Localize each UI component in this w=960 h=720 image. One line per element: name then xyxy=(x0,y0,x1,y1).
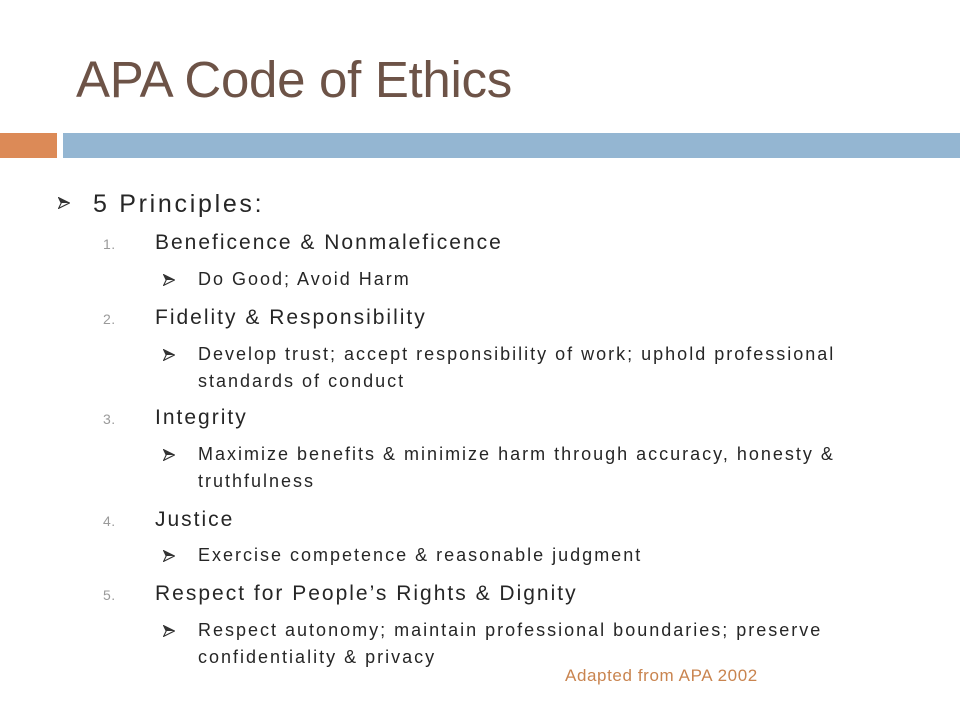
principles-heading: 5 Principles: xyxy=(93,190,265,218)
principle-number: 4. xyxy=(103,513,116,529)
principle-item xyxy=(103,230,503,256)
principle-item xyxy=(103,405,248,431)
arrow-bullet-icon xyxy=(163,274,175,286)
arrow-bullet-icon xyxy=(163,349,175,361)
principle-name: Integrity xyxy=(155,406,248,429)
principle-detail: Do Good; Avoid Harm xyxy=(198,269,411,289)
principle-detail: Exercise competence & reasonable judgment xyxy=(198,545,643,565)
arrow-bullet-icon xyxy=(58,197,70,209)
source-note: Adapted from APA 2002 xyxy=(565,666,758,685)
principle-detail: Develop trust; accept responsibility of work; uphold professional standards of conduct xyxy=(198,344,836,391)
principle-name: Respect for People’s Rights & Dignity xyxy=(155,582,578,605)
principle-name: Fidelity & Responsibility xyxy=(155,306,427,329)
slide-title: APA Code of Ethics xyxy=(76,51,512,108)
principle-name: Justice xyxy=(155,508,235,531)
arrow-bullet-icon xyxy=(163,625,175,637)
principle-number: 2. xyxy=(103,311,116,327)
principle-detail: Respect autonomy; maintain professional boundaries; preserve confidentiality & privacy xyxy=(198,620,823,667)
principle-number: 1. xyxy=(103,236,116,252)
principle-number: 5. xyxy=(103,587,116,603)
principle-number: 3. xyxy=(103,411,116,427)
principle-item xyxy=(103,581,578,607)
accent-bar-orange xyxy=(0,133,57,158)
accent-bar-blue xyxy=(63,133,960,158)
principle-item xyxy=(103,507,234,533)
principle-item xyxy=(103,305,427,331)
principle-name: Beneficence & Nonmaleficence xyxy=(155,231,503,254)
arrow-bullet-icon xyxy=(163,449,175,461)
arrow-bullet-icon xyxy=(163,550,175,562)
principle-detail: Maximize benefits & minimize harm through accuracy, honesty & truthfulness xyxy=(198,444,835,491)
